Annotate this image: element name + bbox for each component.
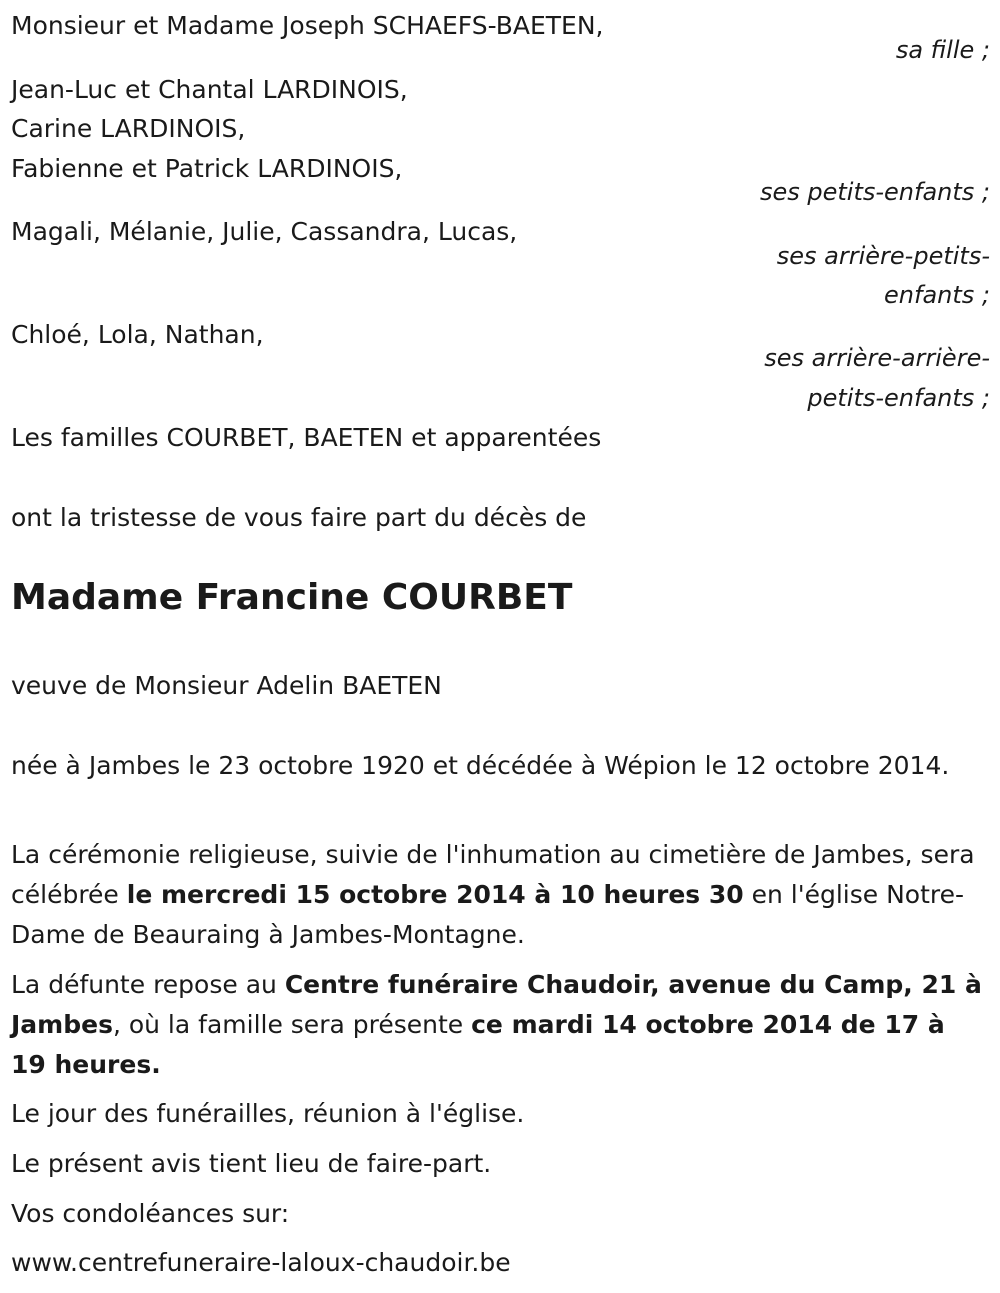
announcement-text: ont la tristesse de vous faire part du décès de (11, 503, 587, 532)
role-great-grandchildren-2: enfants ; (884, 281, 990, 309)
family-line-great-great-grandchildren: Chloé, Lola, Nathan, (11, 320, 264, 349)
visitation-time: ce mardi 14 octobre 2014 de 17 à 19 heures. (11, 1010, 945, 1079)
ceremony-text-after: en l'église Notre-Dame de Beauraing à Jambes-Montagne. (11, 880, 965, 949)
ceremony-paragraph (11, 835, 986, 955)
repose-location: Centre funéraire Chaudoir, avenue du Camp, 21 à Jambes (11, 970, 982, 1039)
role-great-grandchildren-1: ses arrière-petits- (776, 242, 990, 270)
role-daughter: sa fille ; (895, 36, 990, 64)
condolences-label: Vos condoléances sur: (11, 1199, 290, 1228)
birth-death-text: née à Jambes le 23 octobre 1920 et décédée à Wépion le 12 octobre 2014. (11, 751, 950, 780)
family-line-lardinois-3: Fabienne et Patrick LARDINOIS, (11, 154, 403, 183)
family-line-great-grandchildren: Magali, Mélanie, Julie, Cassandra, Lucas, (11, 217, 518, 246)
repose-text-middle: , où la famille sera présente (112, 1010, 472, 1039)
deceased-name: Madame Francine COURBET (11, 577, 573, 618)
funeral-day-text: Le jour des funérailles, réunion à l'église. (11, 1099, 525, 1128)
widow-of-text: veuve de Monsieur Adelin BAETEN (11, 671, 442, 700)
ceremony-text-before: La cérémonie religieuse, suivie de l'inhumation au cimetière de Jambes, sera célébrée (11, 840, 975, 909)
family-line-schaefs-baeten: Monsieur et Madame Joseph SCHAEFS-BAETEN, (11, 11, 604, 40)
repose-paragraph (11, 965, 986, 1085)
family-line-related-families: Les familles COURBET, BAETEN et apparentées (11, 423, 602, 452)
family-line-lardinois-1: Jean-Luc et Chantal LARDINOIS, (11, 75, 408, 104)
condolences-website-link[interactable]: www.centrefuneraire-laloux-chaudoir.be (11, 1248, 511, 1277)
role-grandchildren: ses petits-enfants ; (759, 178, 990, 206)
notice-text: Le présent avis tient lieu de faire-part. (11, 1149, 492, 1178)
role-great-great-grandchildren-2: petits-enfants ; (807, 384, 990, 412)
role-great-great-grandchildren-1: ses arrière-arrière- (764, 344, 990, 372)
ceremony-date-time: le mercredi 15 octobre 2014 à 10 heures 30 (126, 880, 744, 909)
family-line-lardinois-2: Carine LARDINOIS, (11, 114, 246, 143)
repose-text-before: La défunte repose au (11, 970, 285, 999)
